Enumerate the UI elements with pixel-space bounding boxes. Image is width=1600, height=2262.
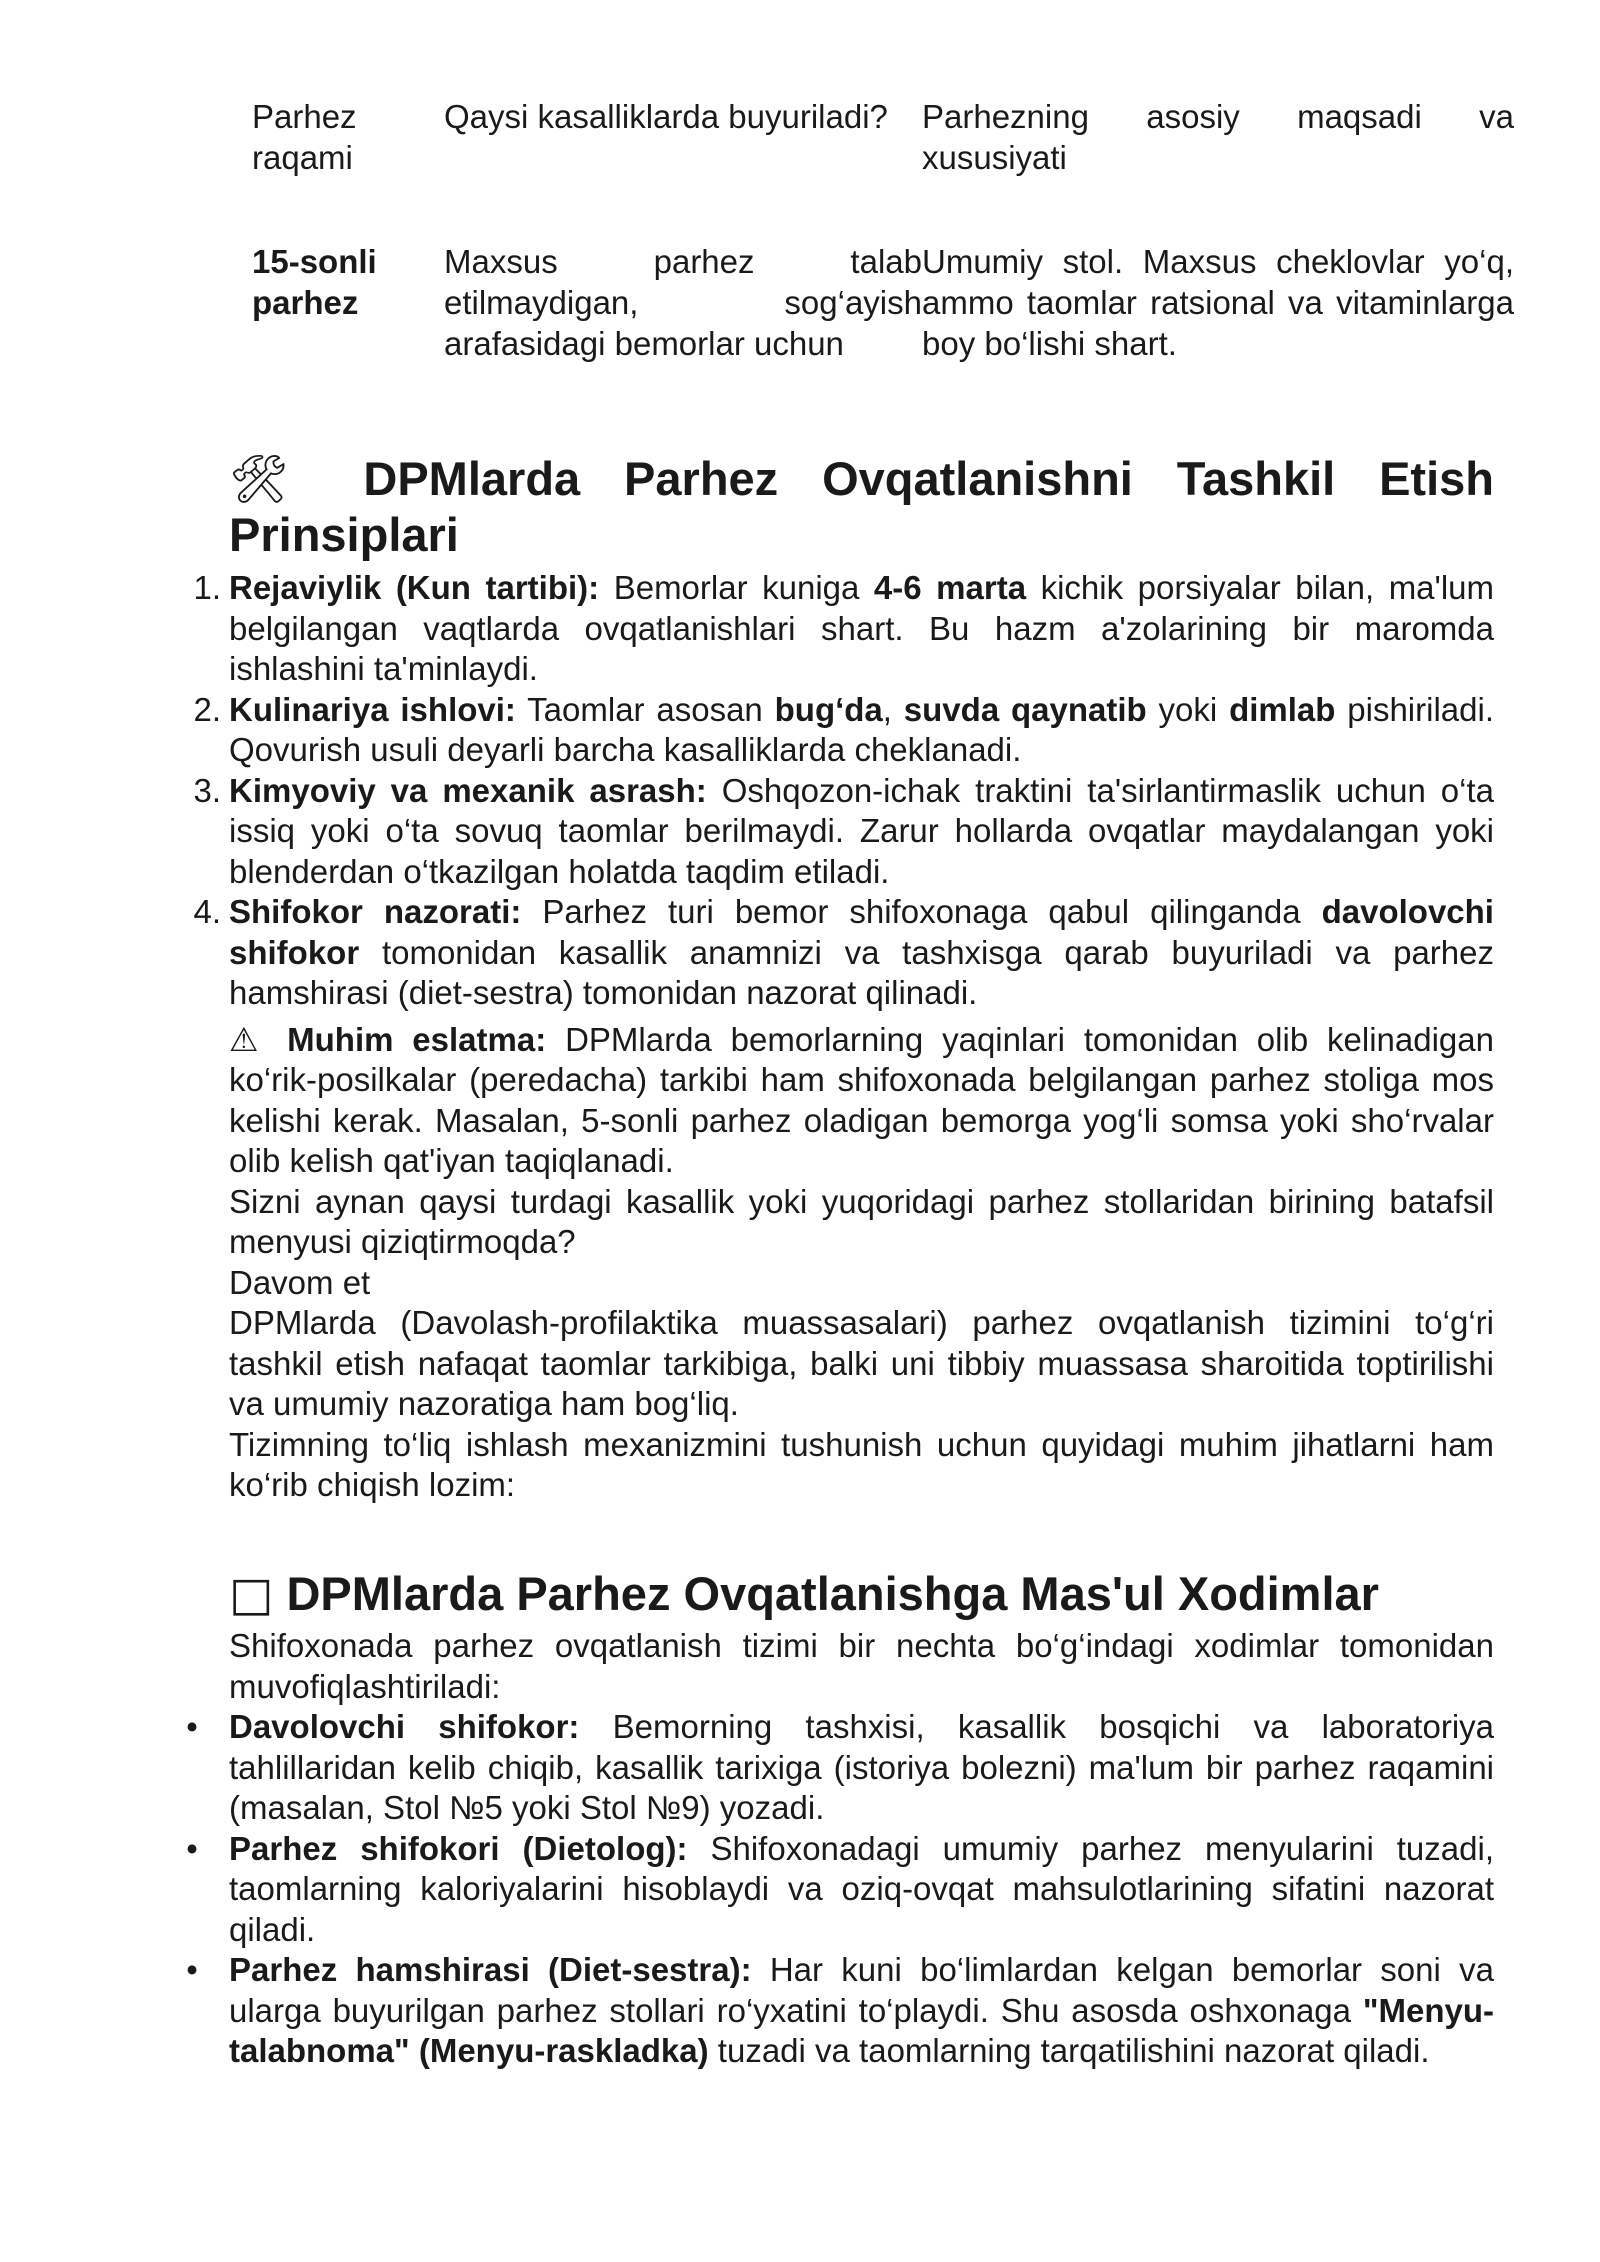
- section-1-title: 🛠 DPMlarda Parhez Ovqatlanishni Tashkil Etish Prinsiplari: [229, 452, 1494, 561]
- list-item: 4. Shifokor nazorati: Parhez turi bemor shifoxonaga qabul qilinganda davolovchi shifokor tomonidan kasallik anamnizi va tashxisga qarab buyuriladi va parhez hamshirasi (diet-sestra) tomonidan nazorat qilinadi.: [193, 893, 1494, 1011]
- diet-table: [252, 96, 1514, 364]
- paragraph: DPMlarda (Davolash-profilaktika muassasalari) parhez ovqatlanish tizimini to‘g‘ri tashkil etish nafaqat taomlar tarkibiga, balki uni tibbiy muassasa sharoitida toptirilishi va umumiy nazoratiga ham bog‘liq.: [229, 1304, 1494, 1422]
- list-item: 2. Kulinariya ishlovi: Taomlar asosan bug‘da, suvda qaynatib yoki dimlab pishiriladi. Qovurish usuli deyarli barcha kasalliklarda cheklanadi.: [193, 690, 1494, 768]
- principles-list: [193, 568, 1495, 1014]
- paragraph: Tizimning to‘liq ishlash mexanizmini tushunish uchun quyidagi muhim jihatlarni ham ko‘rib chiqish lozim:: [229, 1425, 1494, 1503]
- section-2-title: □ DPMlarda Parhez Ovqatlanishga Mas'ul Xodimlar: [229, 1567, 1379, 1622]
- row-diseases: Maxsus parhez talab etilmaydigan, sog‘ayish arafasidagi bemorlar uchun: [444, 243, 922, 362]
- staff-list: [186, 1707, 1494, 2072]
- hammer-wrench-icon: 🛠: [229, 452, 320, 507]
- paragraph: Davom et: [229, 1263, 371, 1301]
- list-item: 3. Kimyoviy va mexanik asrash: Oshqozon-ichak traktini ta'sirlantirmaslik uchun o‘ta issiq yoki o‘ta sovuq taomlar berilmaydi. Zarur hollarda ovqatlar maydalangan yoki blenderdan o‘tkazilgan holatda taqdim etiladi.: [193, 771, 1494, 890]
- important-note: ⚠ Muhim eslatma: DPMlarda bemorlarning yaqinlari tomonidan olib kelinadigan ko‘rik-posilkalar (peredacha) tarkibi ham shifoxonada belgilangan parhez stoliga mos kelishi kerak. Masalan, 5-sonli parhez oladigan bemorga yog‘li somsa yoki sho‘rvalar olib kelish qat'iyan taqiqlanadi.: [229, 1019, 1494, 1179]
- warning-icon: ⚠: [229, 1019, 269, 1059]
- list-item: • Parhez hamshirasi (Diet-sestra): Har kuni bo‘limlardan kelgan bemorlar soni va ularga buyurilgan parhez stollari ro‘yxatini to‘playdi. Shu asosda oshxonaga "Menyu-talabnoma" (Menyu-raskladka) tuzadi va taomlarning tarqatilishini nazorat qiladi.: [229, 1950, 1494, 2072]
- row-diet-number: 15-sonli parhez: [252, 243, 377, 321]
- list-item: 1. Rejaviylik (Kun tartibi): Bemorlar kuniga 4-6 marta kichik porsiyalar bilan, ma'lum belgilangan vaqtlarda ovqatlanishlari shart. Bu hazm a'zolarining bir maromda ishlashini ta'minlaydi.: [193, 569, 1495, 687]
- paragraph: Sizni aynan qaysi turdagi kasallik yoki yuqoridagi parhez stollaridan birining batafsil menyusi qiziqtirmoqda?: [229, 1182, 1494, 1260]
- row-purpose: Umumiy stol. Maxsus cheklovlar yo‘q, ammo taomlar ratsional va vitaminlarga boy bo‘lishi shart.: [922, 243, 1514, 362]
- list-item: • Davolovchi shifokor: Bemorning tashxisi, kasallik bosqichi va laboratoriya tahlillaridan kelib chiqib, kasallik tarixiga (istoriya bolezni) ma'lum bir parhez raqamini (masalan, Stol №5 yoki Stol №9) yozadi.: [229, 1707, 1494, 1829]
- section-1-body: [193, 568, 1495, 1506]
- table-row: [252, 241, 1514, 364]
- section-2-intro: Shifoxonada parhez ovqatlanish tizimi bir nechta bo‘g‘indagi xodimlar tomonidan muvofiqlashtiriladi:: [229, 1627, 1494, 1705]
- bullet: •: [186, 1708, 198, 1745]
- list-item: • Parhez shifokori (Dietolog): Shifoxonadagi umumiy parhez menyularini tuzadi, taomlarning kaloriyalarini hisoblaydi va oziq-ovqat mahsulotlarining sifatini nazorat qiladi.: [229, 1829, 1494, 1951]
- missing-glyph-icon: □: [229, 1567, 274, 1622]
- header-purpose: Parhezning asosiy maqsadi va xususiyati: [922, 98, 1514, 176]
- header-diet-number: Parhez raqami: [252, 98, 357, 176]
- bullet: •: [186, 1829, 198, 1867]
- header-diseases: Qaysi kasalliklarda buyuriladi?: [444, 98, 888, 135]
- table-header-row: [252, 96, 1514, 241]
- bullet: •: [186, 1951, 198, 1988]
- section-2-body: [186, 1626, 1494, 2072]
